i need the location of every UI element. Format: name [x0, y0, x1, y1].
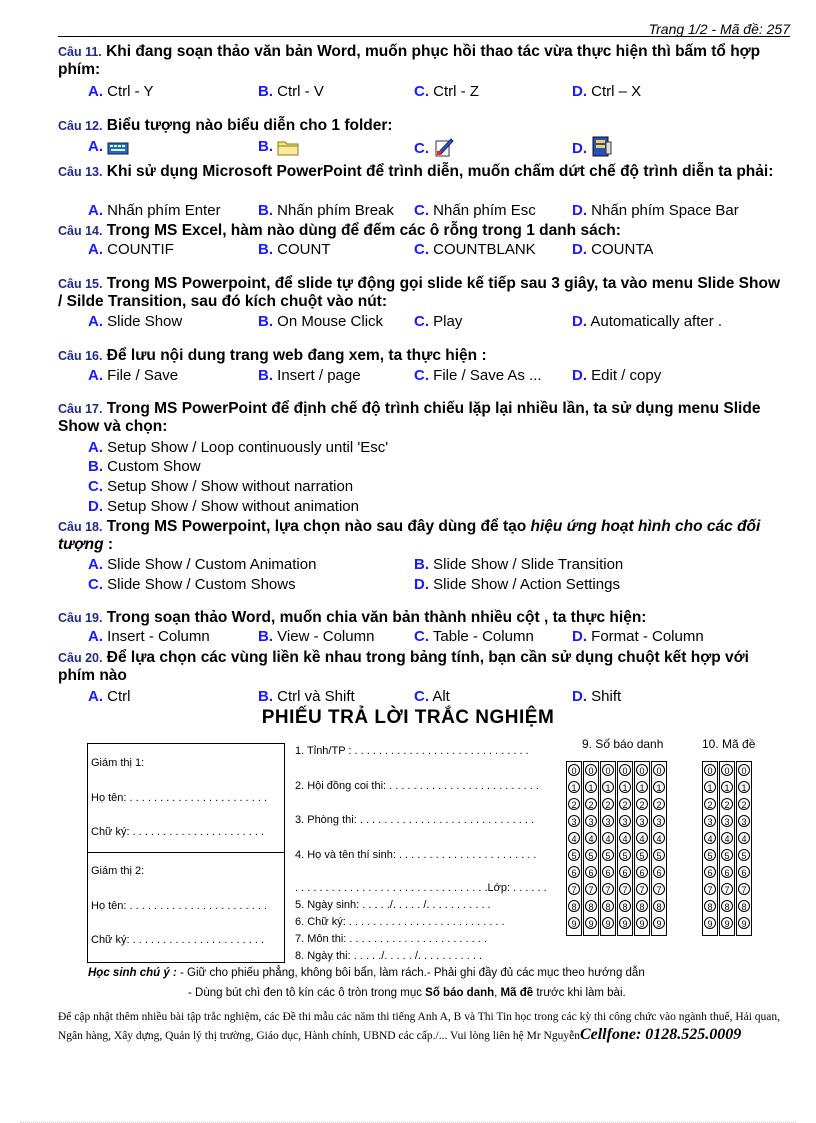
digit-bubble[interactable]: 1 [738, 781, 750, 793]
digit-bubble[interactable]: 3 [721, 815, 733, 827]
exam-code-label: 10. Mã đề [702, 737, 756, 751]
question-14: Câu 14. Trong MS Excel, hàm nào dùng để đếm các ô rỗng trong 1 danh sách: [58, 222, 621, 239]
option-b[interactable]: B. [258, 138, 299, 156]
option-b[interactable]: B. COUNT [258, 241, 331, 258]
digit-bubble[interactable]: 1 [721, 781, 733, 793]
footer-text: Để cập nhật thêm nhiều bài tập trắc nghiệm, các Đề thi mẫu các năm thi tiếng Anh A, B và Thi Tin học trong các kỳ thi công chức vào ngành thuế, Hải quan, Ngân hàng, Xây dựng, Quản lý thị trường, Giáo dục, Hành chính, UBND các cấp./... Vui lòng liên hệ Mr NguyễnCellfone: 0128.525.0009 [58, 1011, 781, 1043]
proctor2-label: Giám thị 2: [91, 865, 145, 877]
digit-bubble[interactable]: 6 [653, 866, 665, 878]
option-a[interactable]: A. File / Save [88, 367, 179, 384]
digit-bubble[interactable]: 2 [585, 798, 597, 810]
page-info: Trang 1/2 - Mã đề: 257 [648, 21, 790, 37]
digit-bubble[interactable]: 4 [568, 832, 580, 844]
digit-bubble[interactable]: 6 [585, 866, 597, 878]
digit-bubble[interactable]: 0 [636, 764, 648, 776]
question-16: Câu 16. Để lưu nội dung trang web đang xem, ta thực hiện : [58, 347, 487, 364]
answer-sheet-title: PHIẾU TRẢ LỜI TRẮC NGHIỆM [261, 707, 555, 728]
option-b[interactable]: B. On Mouse Click [258, 313, 384, 330]
digit-bubble[interactable]: 1 [585, 781, 597, 793]
option-d[interactable]: D. Slide Show / Action Settings [414, 576, 620, 593]
digit-bubble[interactable]: 5 [653, 849, 665, 861]
proctor1-label: Giám thị 1: [91, 757, 145, 769]
option-a[interactable]: A. Slide Show [88, 313, 183, 330]
option-d[interactable]: D. Format - Column [572, 628, 704, 645]
digit-bubble[interactable]: 5 [721, 849, 733, 861]
digit-bubble[interactable]: 9 [602, 917, 614, 929]
option-d[interactable]: D. Setup Show / Show without animation [88, 498, 359, 515]
note-line-2: - Dùng bút chì đen tô kín các ô tròn trong mục Số báo danh, Mã đề trước khi làm bài. [188, 987, 626, 999]
option-a[interactable]: A. [88, 138, 129, 156]
digit-bubble[interactable]: 3 [738, 815, 750, 827]
digit-bubble[interactable]: 9 [585, 917, 597, 929]
digit-bubble[interactable]: 2 [704, 798, 716, 810]
digit-bubble[interactable]: 0 [585, 764, 597, 776]
digit-bubble[interactable]: 5 [704, 849, 716, 861]
digit-bubble[interactable]: 8 [585, 900, 597, 912]
option-b[interactable]: B. Slide Show / Slide Transition [414, 556, 624, 573]
digit-bubble[interactable]: 6 [738, 866, 750, 878]
field-subject[interactable]: 7. Môn thi: . . . . . . . . . . . . . . . . . . . . . . . [295, 933, 487, 945]
digit-bubble[interactable]: 6 [602, 866, 614, 878]
question-17: Câu 17. Trong MS PowerPoint để định chế độ trình chiếu lặp lại nhiều lần, ta sử dụng menu Slide Show và chọn: [58, 400, 761, 435]
option-c[interactable]: C. Table - Column [414, 628, 534, 645]
option-a[interactable]: A. Slide Show / Custom Animation [88, 556, 317, 573]
digit-bubble[interactable]: 5 [636, 849, 648, 861]
digit-column [719, 761, 735, 936]
phone-number: Cellfone: 0128.525.0009 [579, 1026, 742, 1043]
proctor-box [87, 743, 285, 963]
digit-bubble[interactable]: 5 [602, 849, 614, 861]
digit-bubble[interactable]: 8 [704, 900, 716, 912]
digit-bubble[interactable]: 1 [636, 781, 648, 793]
field-room[interactable]: 3. Phòng thi: . . . . . . . . . . . . . . . . . . . . . . . . . . . . . [295, 814, 535, 826]
option-c[interactable]: C. Play [414, 313, 463, 330]
digit-bubble[interactable]: 3 [568, 815, 580, 827]
digit-column [736, 761, 752, 936]
digit-bubble[interactable]: 7 [585, 883, 597, 895]
field-class[interactable]: . . . . . . . . . . . . . . . . . . . . . . . . . . . . . . . .Lớp: . . . . . . [295, 882, 547, 894]
digit-bubble[interactable]: 0 [619, 764, 631, 776]
proctor2-name: Họ tên: . . . . . . . . . . . . . . . . . . . . . . . [91, 900, 268, 912]
option-b[interactable]: B. View - Column [258, 628, 375, 645]
question-18: Câu 18. Trong MS Powerpoint, lựa chọn nào sau đây dùng để tạo hiệu ứng hoạt hình cho các đối tượng : [58, 518, 761, 553]
option-d[interactable]: D. Shift [572, 688, 622, 705]
option-c[interactable]: C. Nhấn phím Esc [414, 202, 536, 219]
option-a[interactable]: A. COUNTIF [88, 241, 174, 258]
option-d[interactable]: D. Ctrl – X [572, 83, 642, 100]
digit-bubble[interactable]: 0 [721, 764, 733, 776]
option-c[interactable]: C. Setup Show / Show without narration [88, 478, 354, 495]
digit-bubble[interactable]: 7 [568, 883, 580, 895]
option-a[interactable]: A. Ctrl [88, 688, 131, 705]
proctor1-name: Họ tên: . . . . . . . . . . . . . . . . . . . . . . . [91, 792, 268, 804]
digit-bubble[interactable]: 9 [738, 917, 750, 929]
option-c[interactable]: C. [414, 136, 455, 158]
option-c[interactable]: C. Alt [414, 688, 450, 705]
digit-bubble[interactable]: 8 [721, 900, 733, 912]
option-b[interactable]: B. Ctrl - V [258, 83, 324, 100]
digit-column [617, 761, 633, 936]
option-c[interactable]: C. COUNTBLANK [414, 241, 536, 258]
digit-bubble[interactable]: 0 [653, 764, 665, 776]
option-b[interactable]: B. Nhấn phím Break [258, 202, 394, 219]
proctor1-signature: Chữ ký: . . . . . . . . . . . . . . . . . . . . . . [91, 826, 265, 838]
digit-bubble[interactable]: 7 [619, 883, 631, 895]
digit-bubble[interactable]: 4 [653, 832, 665, 844]
digit-bubble[interactable]: 1 [704, 781, 716, 793]
field-signature[interactable]: 6. Chữ ký: . . . . . . . . . . . . . . . . . . . . . . . . . . [295, 916, 505, 928]
digit-bubble[interactable]: 3 [585, 815, 597, 827]
keyboard-icon [107, 140, 129, 156]
digit-bubble[interactable]: 1 [653, 781, 665, 793]
book-file-icon [591, 134, 613, 158]
digit-bubble[interactable]: 4 [619, 832, 631, 844]
field-province[interactable]: 1. Tỉnh/TP : . . . . . . . . . . . . . . . . . . . . . . . . . . . . . [295, 745, 529, 757]
digit-bubble[interactable]: 9 [636, 917, 648, 929]
digit-bubble[interactable]: 9 [619, 917, 631, 929]
digit-bubble[interactable]: 7 [721, 883, 733, 895]
digit-bubble[interactable]: 9 [653, 917, 665, 929]
digit-bubble[interactable]: 2 [653, 798, 665, 810]
field-exam-date[interactable]: 8. Ngày thi: . . . . ./. . . . . /. . . . . . . . . . . [295, 950, 483, 962]
digit-bubble[interactable]: 4 [721, 832, 733, 844]
note-line-1: Học sinh chú ý : - Giữ cho phiếu phẳng, không bôi bẩn, làm rách.- Phải ghi đầy đủ các mục theo hướng dẫn [88, 967, 645, 979]
field-dob[interactable]: 5. Ngày sinh: . . . . ./. . . . . /. . . . . . . . . . . [295, 899, 491, 911]
digit-bubble[interactable]: 9 [568, 917, 580, 929]
digit-bubble[interactable]: 5 [619, 849, 631, 861]
folder-icon [277, 138, 299, 156]
digit-bubble[interactable]: 3 [619, 815, 631, 827]
digit-bubble[interactable]: 2 [636, 798, 648, 810]
digit-bubble[interactable]: 0 [738, 764, 750, 776]
option-d[interactable]: D. COUNTA [572, 241, 654, 258]
option-a[interactable]: A. Nhấn phím Enter [88, 202, 221, 219]
question-19: Câu 19. Trong soạn thảo Word, muốn chia văn bản thành nhiều cột , ta thực hiện: [58, 609, 647, 626]
digit-bubble[interactable]: 3 [704, 815, 716, 827]
digit-bubble[interactable]: 0 [704, 764, 716, 776]
digit-bubble[interactable]: 1 [602, 781, 614, 793]
digit-bubble[interactable]: 6 [721, 866, 733, 878]
page-header [58, 6, 790, 37]
digit-bubble[interactable]: 6 [636, 866, 648, 878]
digit-bubble[interactable]: 0 [602, 764, 614, 776]
question-20: Câu 20. Để lựa chọn các vùng liền kề nhau trong bảng tính, bạn cần sử dụng chuột kết hợp với phím nào [58, 649, 749, 684]
proctor2-signature: Chữ ký: . . . . . . . . . . . . . . . . . . . . . . [91, 934, 265, 946]
option-b[interactable]: B. Insert / page [258, 367, 361, 384]
option-d[interactable]: D. Nhấn phím Space Bar [572, 202, 739, 219]
option-d[interactable]: D. Automatically after . [572, 313, 723, 330]
option-b[interactable]: B. Custom Show [88, 458, 201, 475]
digit-bubble[interactable]: 7 [704, 883, 716, 895]
digit-bubble[interactable]: 3 [653, 815, 665, 827]
digit-bubble[interactable]: 5 [585, 849, 597, 861]
option-d[interactable]: D. Edit / copy [572, 367, 662, 384]
digit-bubble[interactable]: 9 [721, 917, 733, 929]
option-a[interactable]: A. Insert - Column [88, 628, 210, 645]
digit-bubble[interactable]: 6 [568, 866, 580, 878]
option-b[interactable]: B. Ctrl và Shift [258, 688, 355, 705]
digit-bubble[interactable]: 8 [602, 900, 614, 912]
option-c[interactable]: C. File / Save As ... [414, 367, 542, 384]
digit-bubble[interactable]: 2 [619, 798, 631, 810]
digit-bubble[interactable]: 8 [619, 900, 631, 912]
student-number-label: 9. Số báo danh [582, 737, 664, 751]
digit-column [651, 761, 667, 936]
digit-column [583, 761, 599, 936]
digit-bubble[interactable]: 2 [568, 798, 580, 810]
digit-bubble[interactable]: 8 [738, 900, 750, 912]
question-15: Câu 15. Trong MS Powerpoint, để slide tự động gọi slide kế tiếp sau 3 giây, ta vào menu Slide Show / Silde Transition, sau đó kích chuột vào nút: [58, 275, 781, 310]
option-d[interactable]: D. [572, 134, 613, 158]
digit-bubble[interactable]: 7 [602, 883, 614, 895]
field-student-name[interactable]: 4. Họ và tên thí sinh: . . . . . . . . . . . . . . . . . . . . . . . [295, 849, 537, 861]
digit-bubble[interactable]: 6 [619, 866, 631, 878]
digit-bubble[interactable]: 5 [568, 849, 580, 861]
digit-bubble[interactable]: 8 [636, 900, 648, 912]
digit-bubble[interactable]: 4 [585, 832, 597, 844]
digit-bubble[interactable]: 4 [602, 832, 614, 844]
digit-bubble[interactable]: 2 [738, 798, 750, 810]
digit-bubble[interactable]: 6 [704, 866, 716, 878]
digit-bubble[interactable]: 5 [738, 849, 750, 861]
digit-column [634, 761, 650, 936]
digit-bubble[interactable]: 2 [602, 798, 614, 810]
digit-column [702, 761, 718, 936]
digit-bubble[interactable]: 8 [653, 900, 665, 912]
question-13: Câu 13. Khi sử dụng Microsoft PowerPoint để trình diễn, muốn chấm dứt chế độ trình diễn ta phải: [58, 163, 774, 180]
digit-bubble[interactable]: 3 [602, 815, 614, 827]
field-council[interactable]: 2. Hội đồng coi thi: . . . . . . . . . . . . . . . . . . . . . . . . . [295, 780, 539, 792]
digit-bubble[interactable]: 8 [568, 900, 580, 912]
digit-bubble[interactable]: 4 [704, 832, 716, 844]
digit-column [600, 761, 616, 936]
digit-bubble[interactable]: 2 [721, 798, 733, 810]
digit-bubble[interactable]: 9 [704, 917, 716, 929]
option-c[interactable]: C. Slide Show / Custom Shows [88, 576, 296, 593]
option-a[interactable]: A. Ctrl - Y [88, 83, 154, 100]
digit-bubble[interactable]: 7 [636, 883, 648, 895]
option-a[interactable]: A. Setup Show / Loop continuously until 'Esc' [88, 439, 389, 456]
digit-bubble[interactable]: 3 [636, 815, 648, 827]
digit-bubble[interactable]: 1 [619, 781, 631, 793]
digit-bubble[interactable]: 0 [568, 764, 580, 776]
question-11: Câu 11. Khi đang soạn thảo văn bản Word, muốn phục hồi thao tác vừa thực hiện thì bấm tổ hợp phím: [58, 43, 761, 78]
digit-column [566, 761, 582, 936]
digit-bubble[interactable]: 4 [738, 832, 750, 844]
digit-bubble[interactable]: 7 [738, 883, 750, 895]
question-12: Câu 12. Biểu tượng nào biểu diễn cho 1 folder: [58, 117, 393, 134]
digit-bubble[interactable]: 4 [636, 832, 648, 844]
digit-bubble[interactable]: 1 [568, 781, 580, 793]
pencil-file-icon [433, 136, 455, 158]
digit-bubble[interactable]: 7 [653, 883, 665, 895]
option-c[interactable]: C. Ctrl - Z [414, 83, 479, 100]
